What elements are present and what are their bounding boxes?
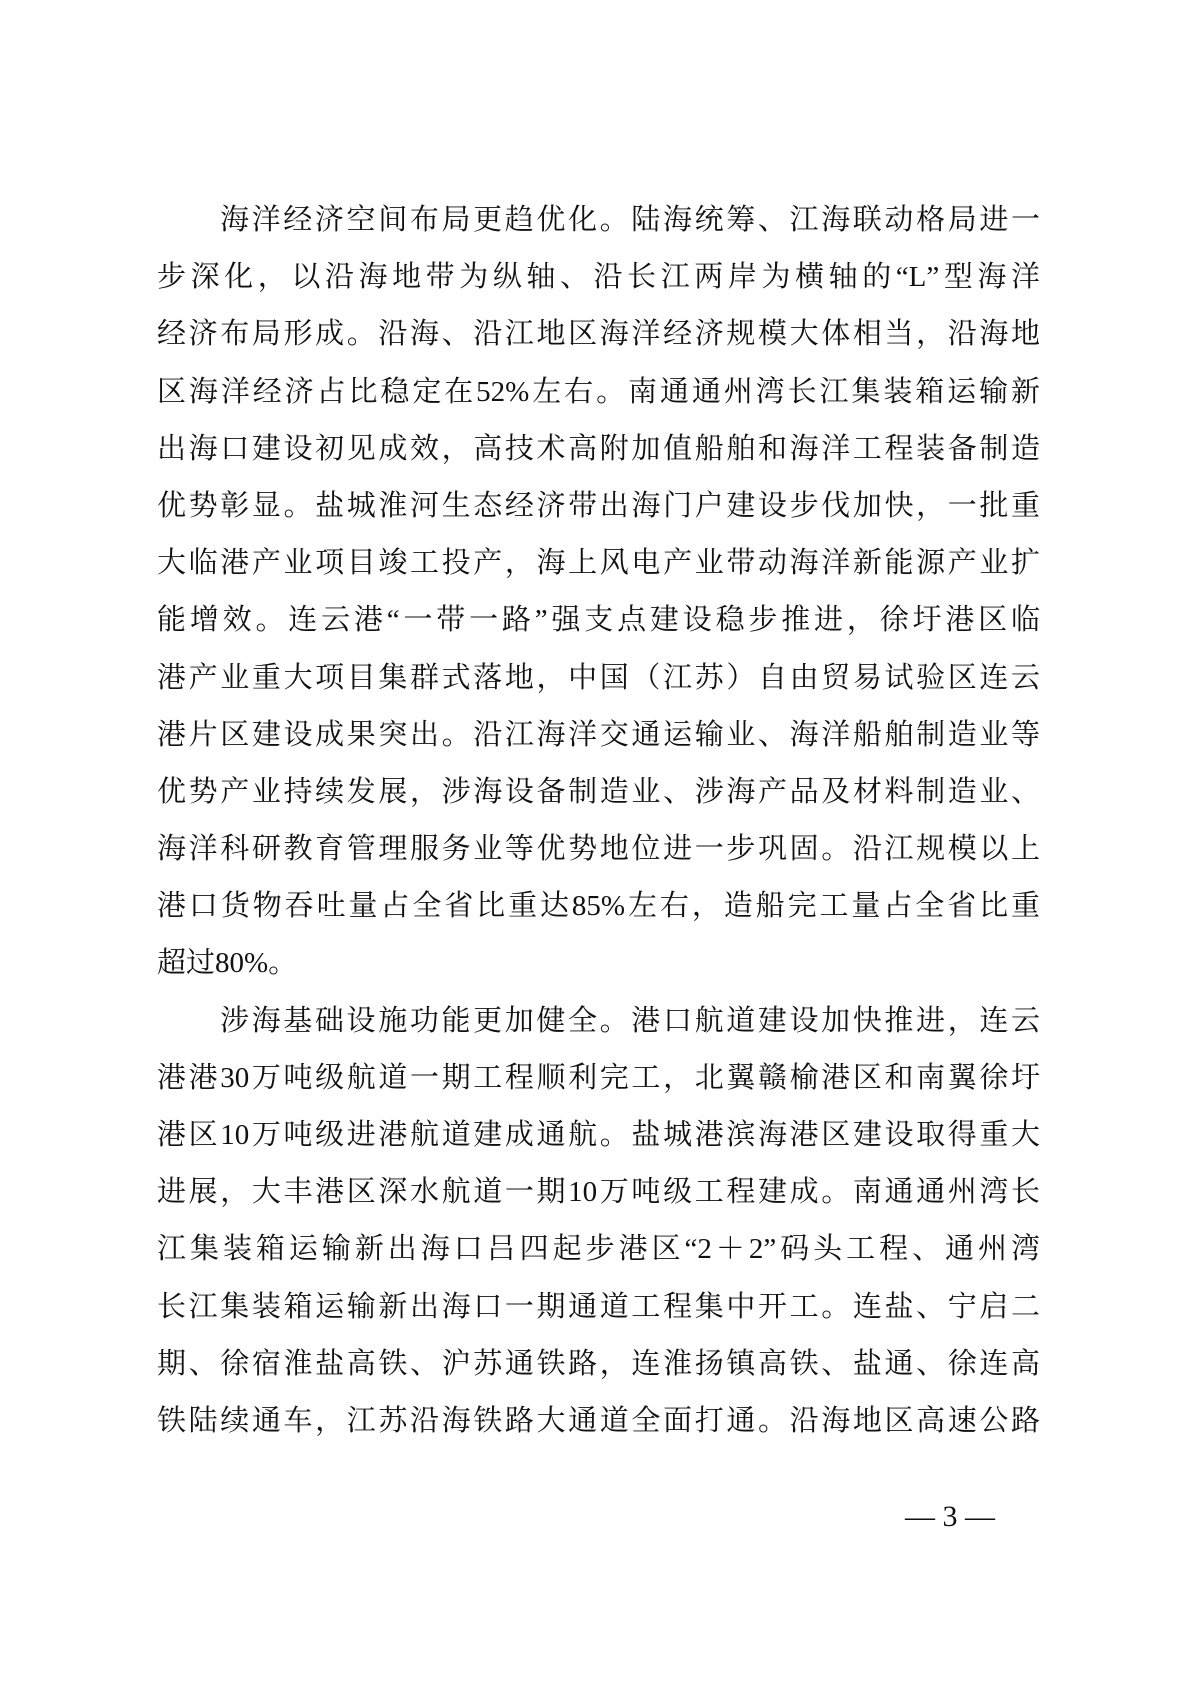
text-line: 港产业重大项目集群式落地，中国（江苏）自由贸易试验区连云 [157, 661, 1040, 694]
text-line: 铁陆续通车，江苏沿海铁路大通道全面打通。沿海地区高速公路 [157, 1404, 1040, 1437]
text-line: 进展，大丰港区深水航道一期10万吨级工程建成。南通通州湾长 [157, 1176, 1040, 1209]
text-line: 大临港产业项目竣工投产，海上风电产业带动海洋新能源产业扩 [157, 547, 1040, 580]
paragraph-marine-infrastructure [157, 993, 1040, 1451]
text-line: 江集装箱运输新出海口吕四起步港区“2＋2”码头工程、通州湾 [157, 1233, 1040, 1266]
text-line: 海洋科研教育管理服务业等优势地位进一步巩固。沿江规模以上 [157, 833, 1040, 866]
text-line: 海洋经济空间布局更趋优化。陆海统筹、江海联动格局进一 [220, 204, 1040, 236]
text-line: 优势彰显。盐城淮河生态经济带出海门户建设步伐加快，一批重 [157, 489, 1040, 522]
text-line: 长江集装箱运输新出海口一期通道工程集中开工。连盐、宁启二 [157, 1290, 1040, 1323]
paragraph-marine-economy-layout [157, 192, 1040, 993]
text-line: 港口货物吞吐量占全省比重达85%左右，造船完工量占全省比重 [157, 890, 1040, 923]
text-line: 超过80%。 [157, 947, 298, 980]
page-number: — 3 — [905, 1500, 995, 1533]
text-line: 涉海基础设施功能更加健全。港口航道建设加快推进，连云 [220, 1004, 1040, 1037]
text-line: 步深化，以沿海地带为纵轴、沿长江两岸为横轴的“L”型海洋 [157, 261, 1040, 294]
text-line: 港区10万吨级进港航道建成通航。盐城港滨海港区建设取得重大 [157, 1119, 1040, 1151]
text-line: 出海口建设初见成效，高技术高附加值船舶和海洋工程装备制造 [157, 432, 1040, 465]
text-line: 能增效。连云港“一带一路”强支点建设稳步推进，徐圩港区临 [157, 604, 1040, 637]
document-body [157, 192, 1040, 1450]
text-line: 期、徐宿淮盐高铁、沪苏通铁路，连淮扬镇高铁、盐通、徐连高 [157, 1347, 1040, 1380]
text-line: 优势产业持续发展，涉海设备制造业、涉海产品及材料制造业、 [157, 775, 1040, 808]
text-line: 港片区建设成果突出。沿江海洋交通运输业、海洋船舶制造业等 [157, 718, 1040, 751]
text-line: 港港30万吨级航道一期工程顺利完工，北翼赣榆港区和南翼徐圩 [157, 1061, 1040, 1094]
text-line: 区海洋经济占比稳定在52%左右。南通通州湾长江集装箱运输新 [157, 375, 1040, 408]
text-line: 经济布局形成。沿海、沿江地区海洋经济规模大体相当，沿海地 [157, 318, 1040, 351]
